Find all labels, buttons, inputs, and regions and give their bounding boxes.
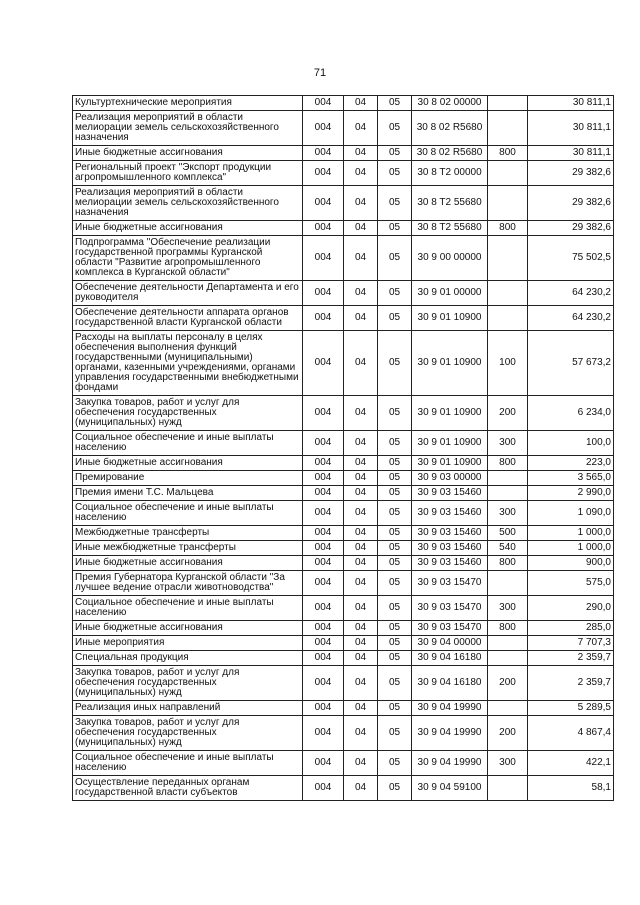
table-row bbox=[73, 716, 614, 751]
row-code: 30 9 04 16180 bbox=[412, 666, 488, 701]
row-sum: 64 230,2 bbox=[528, 281, 614, 306]
row-pr: 05 bbox=[378, 331, 412, 396]
row-vr bbox=[488, 111, 528, 146]
row-pr: 05 bbox=[378, 221, 412, 236]
row-code: 30 9 04 19990 bbox=[412, 716, 488, 751]
row-name: Премия Губернатора Курганской области "За лучшее ведение отрасли животноводства" bbox=[73, 571, 303, 596]
row-rz: 04 bbox=[344, 486, 378, 501]
table-row bbox=[73, 111, 614, 146]
row-pr: 05 bbox=[378, 621, 412, 636]
table-row bbox=[73, 186, 614, 221]
row-vr bbox=[488, 306, 528, 331]
row-gr: 004 bbox=[303, 111, 344, 146]
table-row bbox=[73, 556, 614, 571]
row-vr bbox=[488, 281, 528, 306]
row-vr: 300 bbox=[488, 501, 528, 526]
row-rz: 04 bbox=[344, 331, 378, 396]
row-pr: 05 bbox=[378, 236, 412, 281]
row-code: 30 8 02 00000 bbox=[412, 96, 488, 111]
row-pr: 05 bbox=[378, 751, 412, 776]
row-code: 30 8 T2 00000 bbox=[412, 161, 488, 186]
row-vr: 200 bbox=[488, 666, 528, 701]
row-pr: 05 bbox=[378, 526, 412, 541]
row-sum: 58,1 bbox=[528, 776, 614, 801]
row-rz: 04 bbox=[344, 221, 378, 236]
row-sum: 575,0 bbox=[528, 571, 614, 596]
row-vr: 800 bbox=[488, 146, 528, 161]
row-rz: 04 bbox=[344, 556, 378, 571]
row-pr: 05 bbox=[378, 486, 412, 501]
row-pr: 05 bbox=[378, 556, 412, 571]
row-name: Социальное обеспечение и иные выплаты населению bbox=[73, 501, 303, 526]
table-row bbox=[73, 146, 614, 161]
row-vr bbox=[488, 236, 528, 281]
row-vr: 100 bbox=[488, 331, 528, 396]
row-sum: 4 867,4 bbox=[528, 716, 614, 751]
row-name: Иные бюджетные ассигнования bbox=[73, 221, 303, 236]
row-sum: 1 000,0 bbox=[528, 526, 614, 541]
row-rz: 04 bbox=[344, 306, 378, 331]
row-code: 30 9 04 00000 bbox=[412, 636, 488, 651]
row-pr: 05 bbox=[378, 716, 412, 751]
row-vr: 200 bbox=[488, 396, 528, 431]
row-gr: 004 bbox=[303, 236, 344, 281]
row-vr bbox=[488, 701, 528, 716]
row-pr: 05 bbox=[378, 456, 412, 471]
row-name: Иные мероприятия bbox=[73, 636, 303, 651]
row-rz: 04 bbox=[344, 716, 378, 751]
row-code: 30 9 03 15460 bbox=[412, 556, 488, 571]
table-row bbox=[73, 526, 614, 541]
row-sum: 900,0 bbox=[528, 556, 614, 571]
row-sum: 29 382,6 bbox=[528, 161, 614, 186]
row-sum: 5 289,5 bbox=[528, 701, 614, 716]
row-code: 30 8 T2 55680 bbox=[412, 221, 488, 236]
row-name: Региональный проект "Экспорт продукции агропромышленного комплекса" bbox=[73, 161, 303, 186]
row-code: 30 9 03 15460 bbox=[412, 541, 488, 556]
row-name: Реализация мероприятий в области мелиорации земель сельскохозяйственного назначения bbox=[73, 111, 303, 146]
row-code: 30 9 03 15470 bbox=[412, 596, 488, 621]
row-pr: 05 bbox=[378, 596, 412, 621]
row-rz: 04 bbox=[344, 431, 378, 456]
row-vr bbox=[488, 651, 528, 666]
row-rz: 04 bbox=[344, 281, 378, 306]
row-gr: 004 bbox=[303, 556, 344, 571]
row-name: Осуществление переданных органам государственной власти субъектов bbox=[73, 776, 303, 801]
row-rz: 04 bbox=[344, 651, 378, 666]
row-sum: 1 000,0 bbox=[528, 541, 614, 556]
table-row bbox=[73, 651, 614, 666]
row-sum: 285,0 bbox=[528, 621, 614, 636]
row-name: Социальное обеспечение и иные выплаты населению bbox=[73, 596, 303, 621]
row-code: 30 8 02 R5680 bbox=[412, 146, 488, 161]
row-pr: 05 bbox=[378, 701, 412, 716]
row-name: Социальное обеспечение и иные выплаты населению bbox=[73, 431, 303, 456]
row-rz: 04 bbox=[344, 701, 378, 716]
row-pr: 05 bbox=[378, 146, 412, 161]
row-sum: 2 359,7 bbox=[528, 666, 614, 701]
row-gr: 004 bbox=[303, 716, 344, 751]
table-row bbox=[73, 96, 614, 111]
row-sum: 290,0 bbox=[528, 596, 614, 621]
row-gr: 004 bbox=[303, 501, 344, 526]
row-pr: 05 bbox=[378, 161, 412, 186]
row-rz: 04 bbox=[344, 596, 378, 621]
table-row bbox=[73, 306, 614, 331]
row-rz: 04 bbox=[344, 146, 378, 161]
row-rz: 04 bbox=[344, 571, 378, 596]
row-name: Иные бюджетные ассигнования bbox=[73, 621, 303, 636]
row-name: Премия имени Т.С. Мальцева bbox=[73, 486, 303, 501]
row-gr: 004 bbox=[303, 526, 344, 541]
row-name: Социальное обеспечение и иные выплаты населению bbox=[73, 751, 303, 776]
row-code: 30 9 01 10900 bbox=[412, 396, 488, 431]
row-pr: 05 bbox=[378, 571, 412, 596]
row-rz: 04 bbox=[344, 456, 378, 471]
row-pr: 05 bbox=[378, 306, 412, 331]
row-name: Закупка товаров, работ и услуг для обеспечения государственных (муниципальных) нужд bbox=[73, 396, 303, 431]
row-rz: 04 bbox=[344, 96, 378, 111]
row-sum: 422,1 bbox=[528, 751, 614, 776]
row-pr: 05 bbox=[378, 396, 412, 431]
row-vr: 540 bbox=[488, 541, 528, 556]
row-vr: 300 bbox=[488, 596, 528, 621]
row-name: Культуртехнические мероприятия bbox=[73, 96, 303, 111]
row-code: 30 9 01 10900 bbox=[412, 431, 488, 456]
table-row bbox=[73, 701, 614, 716]
row-pr: 05 bbox=[378, 666, 412, 701]
row-vr bbox=[488, 96, 528, 111]
row-vr: 500 bbox=[488, 526, 528, 541]
row-code: 30 9 04 19990 bbox=[412, 701, 488, 716]
row-sum: 57 673,2 bbox=[528, 331, 614, 396]
row-name: Специальная продукция bbox=[73, 651, 303, 666]
row-sum: 64 230,2 bbox=[528, 306, 614, 331]
row-gr: 004 bbox=[303, 596, 344, 621]
row-gr: 004 bbox=[303, 571, 344, 596]
table-row bbox=[73, 456, 614, 471]
row-code: 30 9 03 15470 bbox=[412, 621, 488, 636]
row-gr: 004 bbox=[303, 621, 344, 636]
row-vr bbox=[488, 471, 528, 486]
row-pr: 05 bbox=[378, 96, 412, 111]
row-rz: 04 bbox=[344, 636, 378, 651]
row-code: 30 9 01 10900 bbox=[412, 306, 488, 331]
row-pr: 05 bbox=[378, 471, 412, 486]
table-row bbox=[73, 751, 614, 776]
row-gr: 004 bbox=[303, 96, 344, 111]
row-rz: 04 bbox=[344, 526, 378, 541]
row-vr: 300 bbox=[488, 431, 528, 456]
row-gr: 004 bbox=[303, 636, 344, 651]
row-rz: 04 bbox=[344, 621, 378, 636]
row-name: Иные бюджетные ассигнования bbox=[73, 456, 303, 471]
row-name: Реализация мероприятий в области мелиорации земель сельскохозяйственного назначения bbox=[73, 186, 303, 221]
row-sum: 2 990,0 bbox=[528, 486, 614, 501]
table-row bbox=[73, 666, 614, 701]
row-pr: 05 bbox=[378, 541, 412, 556]
row-gr: 004 bbox=[303, 186, 344, 221]
row-vr: 200 bbox=[488, 716, 528, 751]
row-gr: 004 bbox=[303, 776, 344, 801]
row-gr: 004 bbox=[303, 146, 344, 161]
table-row bbox=[73, 596, 614, 621]
budget-table bbox=[72, 95, 614, 801]
table-row bbox=[73, 431, 614, 456]
row-code: 30 8 02 R5680 bbox=[412, 111, 488, 146]
row-rz: 04 bbox=[344, 751, 378, 776]
table-row bbox=[73, 281, 614, 306]
row-code: 30 9 01 10900 bbox=[412, 331, 488, 396]
row-gr: 004 bbox=[303, 486, 344, 501]
row-rz: 04 bbox=[344, 186, 378, 221]
row-pr: 05 bbox=[378, 431, 412, 456]
row-rz: 04 bbox=[344, 471, 378, 486]
row-code: 30 9 01 10900 bbox=[412, 456, 488, 471]
row-name: Иные бюджетные ассигнования bbox=[73, 146, 303, 161]
row-name: Иные бюджетные ассигнования bbox=[73, 556, 303, 571]
row-gr: 004 bbox=[303, 281, 344, 306]
row-code: 30 9 01 00000 bbox=[412, 281, 488, 306]
table-row bbox=[73, 471, 614, 486]
row-vr bbox=[488, 776, 528, 801]
row-vr bbox=[488, 161, 528, 186]
row-code: 30 9 03 15460 bbox=[412, 526, 488, 541]
row-code: 30 9 03 15470 bbox=[412, 571, 488, 596]
table-row bbox=[73, 501, 614, 526]
table-row bbox=[73, 776, 614, 801]
row-code: 30 8 T2 55680 bbox=[412, 186, 488, 221]
table-row bbox=[73, 236, 614, 281]
table-row bbox=[73, 331, 614, 396]
row-rz: 04 bbox=[344, 236, 378, 281]
row-sum: 6 234,0 bbox=[528, 396, 614, 431]
row-vr bbox=[488, 636, 528, 651]
row-name: Реализация иных направлений bbox=[73, 701, 303, 716]
row-gr: 004 bbox=[303, 666, 344, 701]
row-pr: 05 bbox=[378, 636, 412, 651]
row-code: 30 9 03 15460 bbox=[412, 501, 488, 526]
row-vr bbox=[488, 186, 528, 221]
row-name: Расходы на выплаты персоналу в целях обеспечения выполнения функций государственными (муниципальными) органами, казенными учреждениями, органами управления государственными внебюджетными фондами bbox=[73, 331, 303, 396]
row-pr: 05 bbox=[378, 186, 412, 221]
row-rz: 04 bbox=[344, 501, 378, 526]
table-row bbox=[73, 571, 614, 596]
row-rz: 04 bbox=[344, 396, 378, 431]
row-code: 30 9 04 16180 bbox=[412, 651, 488, 666]
row-vr: 800 bbox=[488, 456, 528, 471]
table-row bbox=[73, 541, 614, 556]
row-rz: 04 bbox=[344, 161, 378, 186]
row-sum: 29 382,6 bbox=[528, 186, 614, 221]
row-gr: 004 bbox=[303, 331, 344, 396]
row-gr: 004 bbox=[303, 221, 344, 236]
row-name: Премирование bbox=[73, 471, 303, 486]
row-sum: 2 359,7 bbox=[528, 651, 614, 666]
row-name: Подпрограмма "Обеспечение реализации государственной программы Курганской области "Развитие агропромышленного комплекса в Курганской области" bbox=[73, 236, 303, 281]
row-name: Межбюджетные трансферты bbox=[73, 526, 303, 541]
row-sum: 75 502,5 bbox=[528, 236, 614, 281]
row-gr: 004 bbox=[303, 431, 344, 456]
row-gr: 004 bbox=[303, 651, 344, 666]
row-code: 30 9 00 00000 bbox=[412, 236, 488, 281]
row-vr bbox=[488, 486, 528, 501]
row-sum: 3 565,0 bbox=[528, 471, 614, 486]
row-gr: 004 bbox=[303, 471, 344, 486]
row-gr: 004 bbox=[303, 306, 344, 331]
row-vr: 800 bbox=[488, 221, 528, 236]
row-name: Иные межбюджетные трансферты bbox=[73, 541, 303, 556]
row-gr: 004 bbox=[303, 456, 344, 471]
row-sum: 30 811,1 bbox=[528, 96, 614, 111]
row-code: 30 9 03 00000 bbox=[412, 471, 488, 486]
row-code: 30 9 04 59100 bbox=[412, 776, 488, 801]
row-gr: 004 bbox=[303, 541, 344, 556]
row-sum: 7 707,3 bbox=[528, 636, 614, 651]
budget-table-body bbox=[73, 96, 614, 801]
row-rz: 04 bbox=[344, 666, 378, 701]
row-sum: 29 382,6 bbox=[528, 221, 614, 236]
page-number: 71 bbox=[313, 67, 327, 79]
row-vr: 300 bbox=[488, 751, 528, 776]
row-sum: 30 811,1 bbox=[528, 111, 614, 146]
row-name: Закупка товаров, работ и услуг для обеспечения государственных (муниципальных) нужд bbox=[73, 716, 303, 751]
row-vr: 800 bbox=[488, 621, 528, 636]
row-sum: 1 090,0 bbox=[528, 501, 614, 526]
row-vr: 800 bbox=[488, 556, 528, 571]
row-pr: 05 bbox=[378, 651, 412, 666]
row-code: 30 9 04 19990 bbox=[412, 751, 488, 776]
table-row bbox=[73, 221, 614, 236]
table-row bbox=[73, 161, 614, 186]
row-vr bbox=[488, 571, 528, 596]
row-pr: 05 bbox=[378, 776, 412, 801]
row-pr: 05 bbox=[378, 111, 412, 146]
row-rz: 04 bbox=[344, 111, 378, 146]
table-row bbox=[73, 396, 614, 431]
row-sum: 100,0 bbox=[528, 431, 614, 456]
row-sum: 223,0 bbox=[528, 456, 614, 471]
row-gr: 004 bbox=[303, 396, 344, 431]
row-sum: 30 811,1 bbox=[528, 146, 614, 161]
table-row bbox=[73, 636, 614, 651]
row-name: Обеспечение деятельности аппарата органов государственной власти Курганской области bbox=[73, 306, 303, 331]
row-rz: 04 bbox=[344, 776, 378, 801]
table-row bbox=[73, 486, 614, 501]
row-gr: 004 bbox=[303, 161, 344, 186]
row-name: Закупка товаров, работ и услуг для обеспечения государственных (муниципальных) нужд bbox=[73, 666, 303, 701]
row-pr: 05 bbox=[378, 281, 412, 306]
row-gr: 004 bbox=[303, 701, 344, 716]
row-rz: 04 bbox=[344, 541, 378, 556]
table-row bbox=[73, 621, 614, 636]
row-code: 30 9 03 15460 bbox=[412, 486, 488, 501]
row-gr: 004 bbox=[303, 751, 344, 776]
row-name: Обеспечение деятельности Департамента и его руководителя bbox=[73, 281, 303, 306]
row-pr: 05 bbox=[378, 501, 412, 526]
